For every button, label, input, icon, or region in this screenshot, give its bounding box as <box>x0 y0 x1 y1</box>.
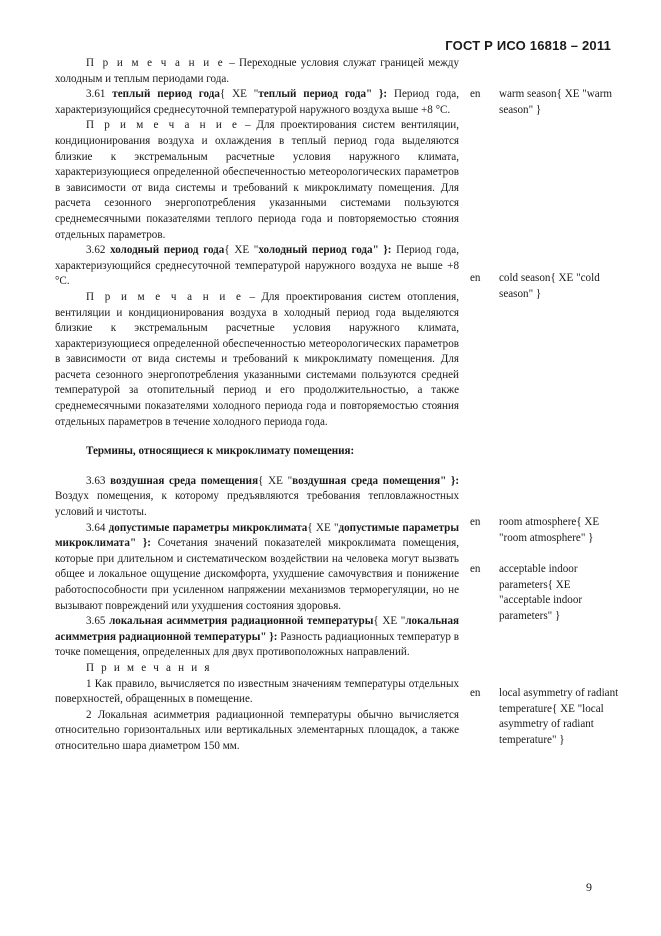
xe-open: { XE " <box>219 88 259 101</box>
term-number: 3.65 <box>86 615 110 628</box>
xe-term: теплый период года <box>258 88 366 101</box>
document-header: ГОСТ Р ИСО 16818 – 2011 <box>445 38 611 53</box>
note-text: – Переходные условия служат границей между холодным и теплым периодами года. <box>55 57 459 85</box>
xe-open: { XE " <box>307 521 339 534</box>
note-text: – Для проектирования систем отопления, вентиляции и кондиционирования воздуха в холодный период года выделяются близкие к экстремальным расчетные условия наружного климата, характеризующиеся определенной обеспеченностью метеорологических параметров в зависимости от вида системы и требований к микроклимату помещения. Для расчета сезонного энергопотребления указанными системами пользуются средней температурой за отопительный период и его продолжительностью, а также среднемесячными показателями холодного периода года и повторяемостью стояния отдельных параметров в течение холодного периода года. <box>55 290 459 428</box>
xe-open: { XE " <box>224 244 259 257</box>
equivalent-3-64: acceptable indoor parameters{ XE "acceptable indoor parameters" } <box>499 563 583 622</box>
term-name: допустимые параметры микроклимата <box>108 521 308 534</box>
term-3-65 <box>55 614 459 661</box>
note-text: – Для проектирования систем вентиляции, кондиционирования воздуха и охлаждения в теплый период года выделяются близкие к экстремальным расчетные условия наружного климата, характеризующиеся определенной обеспеченностью метеорологических параметров в зависимости от вида системы и требований к микроклимату помещения. Для расчета сезонного энергопотребления указанными системами пользуются среднемесячными показателями теплого периода года и повторяемостью стояния отдельных параметров. <box>55 119 459 241</box>
xe-term: воздушная среда помещения <box>292 474 441 487</box>
xe-open: { XE " <box>258 474 293 487</box>
xe-term: локальная асимметрия радиационной температуры <box>55 615 459 643</box>
equivalent-3-62: cold season{ XE "cold season" } <box>499 272 600 300</box>
section-heading: Термины, относящиеся к микроклимату помещения: <box>86 445 355 458</box>
lang-code-3-62: en <box>470 272 481 284</box>
note-transition <box>55 56 459 87</box>
xe-term: холодный период года <box>258 244 373 257</box>
term-definition: Сочетания значений показателей микроклимата помещения, которые при длительном и систематическом воздействии на человека могут вызвать общее и локальное ощущение дискомфорта, ухудшение самочувствия и понижение работоспособности при усиленном напряжении механизмов терморегуляции, но не вызывают повреждений или ухудшения состояния здоровья. <box>55 537 460 612</box>
note-cold-season <box>55 290 459 430</box>
term-number: 3.63 <box>86 474 111 487</box>
notes-label <box>55 661 459 677</box>
term-name: локальная асимметрия радиационной температуры <box>109 615 374 628</box>
lang-code-3-63: en <box>470 516 481 528</box>
lang-code-3-64: en <box>470 563 481 575</box>
lang-code-3-61: en <box>470 88 481 100</box>
lang-code-3-65: en <box>470 687 481 699</box>
notes-heading: П р и м е ч а н и я <box>86 661 212 674</box>
xe-open: { XE " <box>373 615 406 628</box>
note-item-1: 1 Как правило, вычисляется по известным значениям температуры отдельных поверхностей, обращенных в помещение. <box>55 677 459 706</box>
note-warm-season <box>55 118 459 243</box>
term-name: воздушная среда помещения <box>110 474 259 487</box>
term-name: теплый период года <box>112 88 220 101</box>
note-label: П р и м е ч а н и е <box>86 119 240 132</box>
note-label: П р и м е ч а н и е <box>86 290 244 303</box>
xe-close: " }: <box>372 244 397 257</box>
term-number: 3.64 <box>86 521 109 534</box>
xe-close: " }: <box>260 630 281 643</box>
term-3-64 <box>55 521 459 615</box>
term-definition: Период года, характеризующийся среднесуточной температурой наружного воздуха не выше +8 °С. <box>55 244 459 288</box>
term-3-61 <box>55 87 459 118</box>
term-number: 3.62 <box>86 244 111 257</box>
term-3-63 <box>55 474 459 521</box>
page-number: 9 <box>586 880 592 894</box>
term-3-62 <box>55 243 459 290</box>
xe-close: " }: <box>440 474 460 487</box>
note-label: П р и м е ч а н и е <box>86 57 225 69</box>
term-definition: Разность радиационных температур в точке помещения, определенных для двух противоположных направлений. <box>55 630 459 659</box>
term-definition: Воздух помещения, к которому предъявляются требования тепловлажностных условий и чистоты. <box>55 490 459 519</box>
term-name: холодный период года <box>110 244 225 257</box>
note-item-2: 2 Локальная асимметрия радиационной температуры обычно вычисляется относительно горизонтальных или вертикальных элементарных площадок, а также относительно шара диаметром 150 мм. <box>55 708 459 752</box>
term-number: 3.61 <box>86 88 113 101</box>
xe-close: " }: <box>129 537 158 550</box>
main-text-column <box>55 56 459 755</box>
equivalent-3-61: warm season{ XE "warm season" } <box>499 88 613 116</box>
equivalent-3-63: room atmosphere{ XE "room atmosphere" } <box>499 516 600 544</box>
xe-close: " }: <box>366 88 394 101</box>
term-definition: Период года, характеризующийся среднесуточной температурой наружного воздуха выше +8 °С. <box>55 88 459 116</box>
xe-term: допустимые параметры микроклимата <box>55 521 459 550</box>
equivalent-3-65: local asymmetry of radiant temperature{ XE "local asymmetry of radiant temperature" } <box>499 687 619 746</box>
